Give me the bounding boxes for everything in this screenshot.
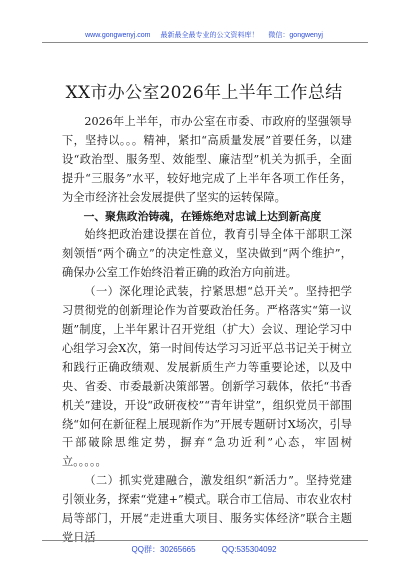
section-heading: 一、聚焦政治铸魂，在锤炼绝对忠诚上达到新高度 — [83, 209, 322, 223]
intro-paragraph: 2026年上半年，市办公室在市委、市政府的坚强领导下，坚持以。。。精神，紧扣“高质量发展”首要任务，以建设“政治型、服务型、效能型、廉洁型”机关为抓手，全面提升“三服务”水平，较好地完成了上半年各项工作任务，为全市经济社会发展提供了坚实的运转保障。 — [62, 115, 352, 204]
header-wechat: 微信：gongwenyj — [268, 32, 323, 39]
header-slogan: 最新最全最专业的公文资料库！ — [160, 32, 259, 39]
page-header — [0, 30, 408, 40]
subsection-paragraph-1: （一）深化理论武装，拧紧思想“总开关”。坚持把学习贯彻党的创新理论作为首要政治任务。严格落实“第一议题”制度，上半年累计召开党组（扩大）会议、理论学习中心组学习会X次，第一时间传达学习习近平总书记关于树立和践行正确政绩观、发展新质生产力等重要论述，以及中央、省委、市委最新决策部署。创新学习载体，依托“书香机关”建设，开设“政研夜校”“青年讲堂”，组织党员干部围绕“如何在新征程上展现新作为”开展专题研讨X场次，引导干部破除思维定势，摒弃“急功近利”心态，牢固树立。。。。。 — [62, 285, 352, 469]
page-footer — [0, 544, 408, 555]
footer-qq-group: QQ群：30265665 — [131, 545, 196, 554]
subsection-paragraph-2: （二）抓实党建融合，激发组织“新活力”。坚持党建引领业务，探索“党建+”模式。联合市工信局、市农业农村局等部门，开展“走进重大项目、服务实体经济”联合主题党日活 — [62, 474, 352, 544]
header-site-link[interactable]: www.gongwenyj.com — [85, 32, 151, 39]
header-divider — [42, 42, 368, 43]
document-body — [62, 113, 352, 548]
section-intro-paragraph: 始终把政治建设摆在首位，教育引导全体干部职工深刻领悟“两个确立”的决定性意义，坚决做到“两个维护”，确保办公室工作始终沿着正确的政治方向前进。 — [62, 228, 352, 280]
footer-qq: QQ:535304092 — [221, 545, 277, 554]
footer-divider — [42, 540, 368, 541]
document-title: XX市办公室2026年上半年工作总结 — [65, 83, 343, 103]
